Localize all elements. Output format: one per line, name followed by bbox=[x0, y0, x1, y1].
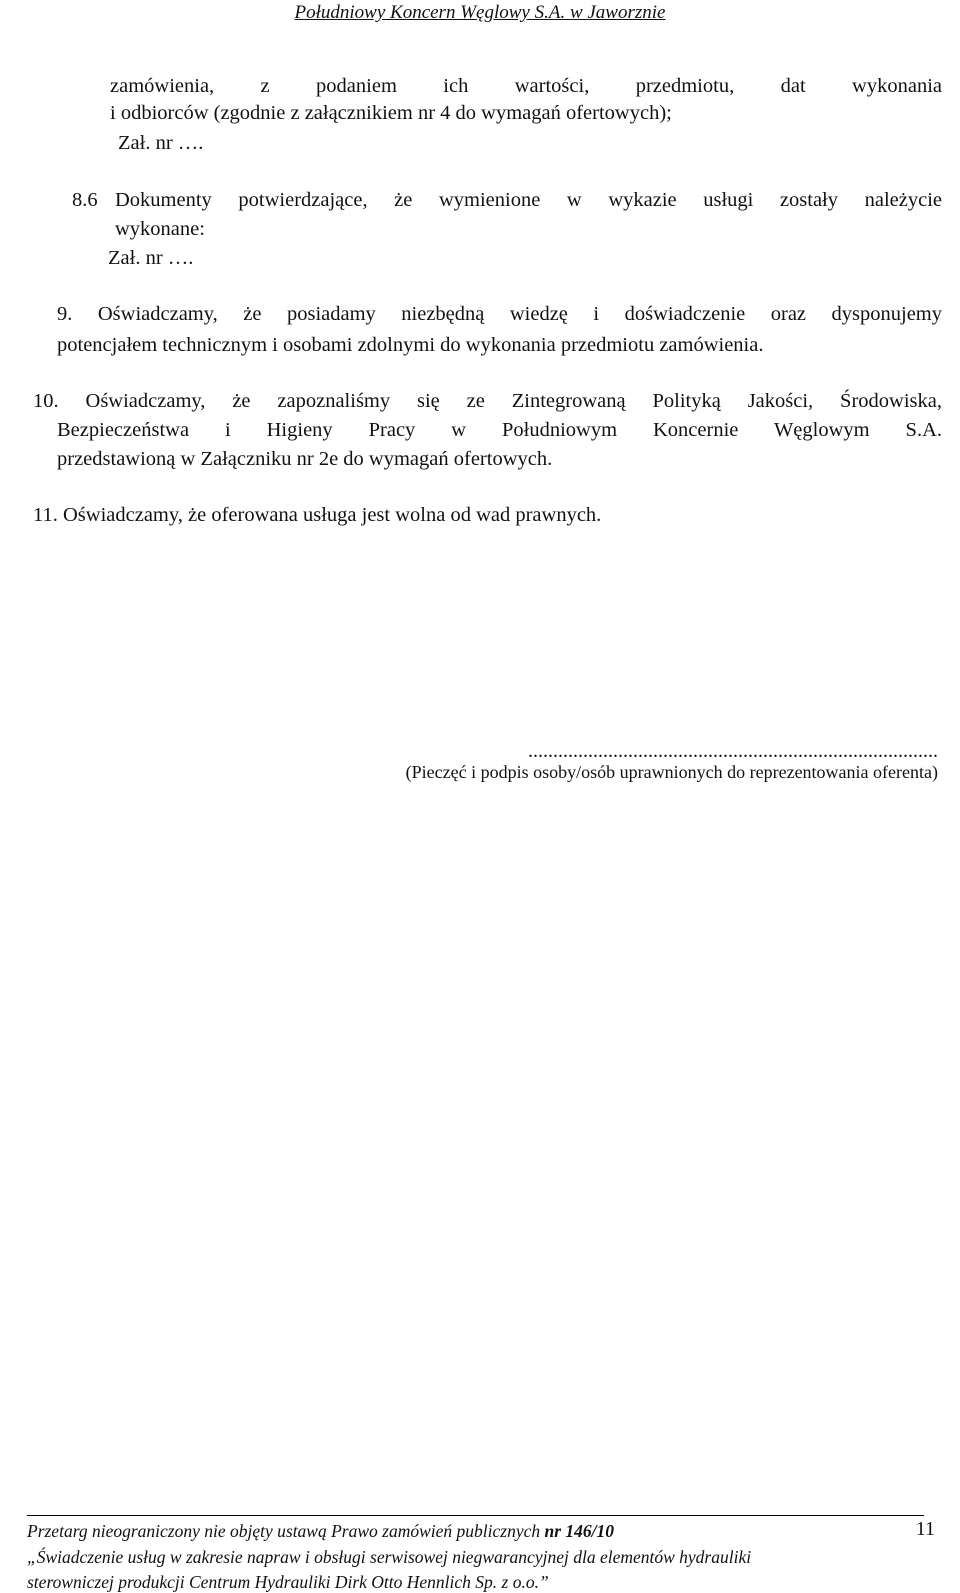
footer-tender-info bbox=[27, 1521, 614, 1542]
page-number: 11 bbox=[915, 1518, 935, 1540]
footer-subject-line: sterowniczej produkcji Centrum Hydrauliki Dirk Otto Hennlich Sp. z o.o.” bbox=[27, 1572, 549, 1592]
paragraph-line: wykonane: bbox=[115, 218, 205, 240]
footer-tender-text: Przetarg nieograniczony nie objęty ustawą Prawo zamówień publicznych bbox=[27, 1521, 545, 1541]
paragraph-line: potencjałem technicznym i osobami zdolnymi do wykonania przedmiotu zamówienia. bbox=[57, 334, 764, 356]
paragraph-line: 11. Oświadczamy, że oferowana usługa jest wolna od wad prawnych. bbox=[33, 504, 602, 526]
company-name: Południowy Koncern Węglowy S.A. w Jaworznie bbox=[294, 2, 666, 23]
paragraph-line: Bezpieczeństwa i Higieny Pracy w Południowym Koncernie Węglowym S.A. bbox=[57, 419, 942, 441]
paragraph-line: i odbiorców (zgodnie z załącznikiem nr 4 do wymagań ofertowych); bbox=[110, 102, 672, 124]
paragraph-line: zamówienia, z podaniem ich wartości, przedmiotu, dat wykonania bbox=[110, 75, 942, 97]
footer-tender-number: nr 146/10 bbox=[544, 1521, 615, 1541]
footer-subject-line: „Świadczenie usług w zakresie napraw i obsługi serwisowej niegwarancyjnej dla elementów hydrauliki bbox=[27, 1547, 752, 1567]
paragraph-line: Dokumenty potwierdzające, że wymienione w wykazie usługi zostały należycie bbox=[115, 189, 942, 211]
attachment-ref: Zał. nr …. bbox=[108, 247, 194, 269]
attachment-ref: Zał. nr …. bbox=[118, 132, 204, 154]
paragraph-line: 9. Oświadczamy, że posiadamy niezbędną wiedzę i doświadczenie oraz dysponujemy bbox=[57, 303, 942, 325]
paragraph-line: 10. Oświadczamy, że zapoznaliśmy się ze Zintegrowaną Polityką Jakości, Środowiska, bbox=[33, 390, 942, 412]
footer-divider bbox=[27, 1515, 924, 1516]
paragraph-line: przedstawioną w Załączniku nr 2e do wymagań ofertowych. bbox=[57, 448, 553, 470]
page-header bbox=[0, 2, 960, 24]
signature-line: .................................................................................. bbox=[528, 740, 938, 762]
signature-caption: (Pieczęć i podpis osoby/osób uprawnionych do reprezentowania oferenta) bbox=[405, 762, 938, 782]
item-number: 8.6 bbox=[72, 189, 98, 211]
